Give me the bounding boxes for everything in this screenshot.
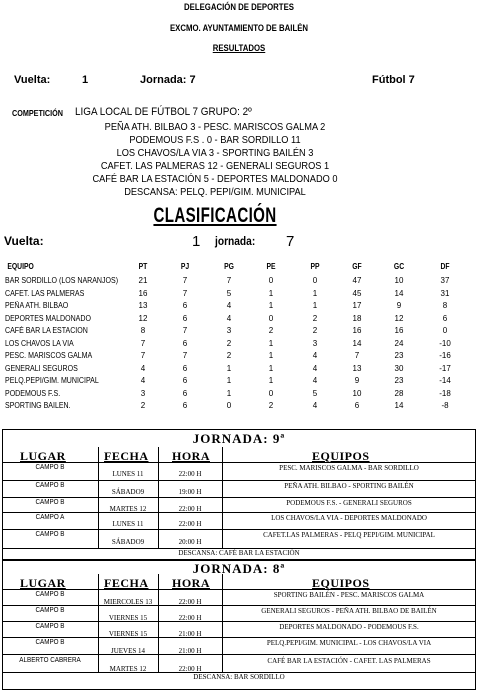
stat-gf: 10 [352,388,362,398]
stat-pp: 0 [312,276,318,285]
result-line: CAFET. LAS PALMERAS 12 - GENERALI SEGUROS 1 [100,160,330,172]
match-hora: 22:00 H [178,505,202,513]
stat-pe: 2 [268,401,274,410]
stat-pp: 1 [312,301,318,310]
col-equipos: EQUIPOS [312,576,370,590]
match-lugar: ALBERTO CABRERA [19,657,81,664]
match-lugar: CAMPO B [35,482,65,489]
standings-col-equipo: EQUIPO [7,262,34,271]
team-name: CAFET. LAS PALMERAS [5,288,85,298]
stat-pg: 4 [226,301,232,310]
clas-jornada-value: 7 [286,233,295,250]
stat-df: 6 [442,313,448,323]
stat-gf: 13 [352,363,362,373]
row-divider [2,529,476,530]
stat-gf: 14 [352,338,362,348]
stat-gc: 9 [396,301,402,310]
team-name: SPORTING BAILEN. [5,401,71,410]
stat-pg: 1 [226,363,232,373]
stat-pj: 6 [182,338,188,348]
match-lugar: CAMPO B [35,464,65,471]
stat-pe: 0 [268,313,274,323]
stat-pj: 6 [182,313,188,323]
match-hora: 22:00 H [178,520,202,528]
match-fecha: SÁBADO9 [111,488,145,496]
stat-gc: 30 [394,363,404,373]
col-lugar: LUGAR [20,449,66,463]
stat-pt: 4 [140,363,146,373]
header-ayuntamiento: EXCMO. AYUNTAMIENTO DE BAILÉN [169,23,309,34]
match-equipos: PESC. MARISCOS GALMA - BAR SORDILLO [279,464,419,472]
row-divider [2,589,476,590]
stat-pt: 7 [140,351,146,360]
match-lugar: CAMPO B [35,591,65,598]
stat-gc: 23 [394,351,404,360]
match-lugar: CAMPO B [35,623,65,630]
match-fecha: MARTES 12 [109,665,147,673]
team-name: GENERALI SEGUROS [5,363,78,373]
match-fecha: MIERCOLES 13 [103,598,153,606]
stat-gc: 24 [394,338,404,348]
team-name: PESC. MARISCOS GALMA [5,351,93,360]
row-divider [2,480,476,481]
stat-df: -10 [439,338,451,348]
descansa-line: DESCANSA: CAFÉ BAR LA ESTACIÓN [178,549,300,557]
jornada9-box [2,429,476,560]
row-divider [2,497,476,498]
match-equipos: PODEMOUS F.S. - GENERALI SEGUROS [286,499,412,507]
match-hora: 21:00 H [178,630,202,638]
col-hora: HORA [172,576,210,590]
sport-label: Fútbol 7 [372,74,415,86]
competition-label: COMPETICIÓN [12,108,63,118]
stat-pp: 4 [312,363,318,373]
match-fecha: JUEVES 14 [110,647,146,655]
standings-col-pg: PG [224,262,234,271]
stat-pg: 5 [226,288,232,298]
header-resultados: RESULTADOS [212,43,266,54]
stat-gf: 47 [352,276,362,285]
stat-pe: 1 [268,288,274,298]
match-fecha: VIERNES 15 [108,630,148,638]
stat-gf: 7 [354,351,360,360]
standings-col-gf: GF [352,262,362,271]
stat-pj: 6 [182,376,188,385]
table-row [0,276,478,289]
stat-pg: 0 [226,401,232,410]
stat-gc: 14 [394,401,404,410]
stat-pj: 6 [182,363,188,373]
stat-gc: 28 [394,388,404,398]
stat-pe: 1 [268,301,274,310]
table-row [0,401,478,414]
stat-pt: 13 [138,301,148,310]
stat-gc: 12 [394,313,404,323]
stat-pp: 4 [312,376,318,385]
match-equipos: DEPORTES MALDONADO - PODEMOUS F.S. [279,623,419,631]
stat-pt: 16 [138,288,148,298]
result-line: CAFÉ BAR LA ESTACIÓN 5 - DEPORTES MALDONADO 0 [92,173,338,185]
stat-gc: 14 [394,288,404,298]
row-divider [2,512,476,513]
result-line: LOS CHAVOS/LA VIA 3 - SPORTING BAILÉN 3 [116,147,314,159]
team-name: PODEMOUS F.S. [5,388,61,398]
stat-pt: 2 [140,401,146,410]
stat-pg: 2 [226,351,232,360]
stat-gf: 16 [352,326,362,335]
table-row [0,314,478,327]
row-divider [2,462,476,463]
competition-name: LIGA LOCAL DE FÚTBOL 7 GRUPO: 2º [75,106,252,118]
vuelta-label: Vuelta: [14,74,51,86]
stat-df: 8 [442,301,448,310]
clas-vuelta-value: 1 [192,233,201,250]
match-fecha: SÁBADO9 [111,538,145,546]
match-hora: 21:00 H [178,647,202,655]
stat-pj: 6 [182,301,188,310]
match-hora: 22:00 H [178,470,202,478]
standings-col-gc: GC [393,262,405,271]
stat-pe: 1 [268,351,274,360]
match-fecha: LUNES 11 [112,470,144,478]
team-name: PELQ.PEPI/GIM. MUNICIPAL [5,376,99,385]
standings-col-pt: PT [138,262,148,271]
table-row [0,326,478,339]
stat-pj: 7 [182,326,188,335]
stat-pg: 1 [226,376,232,385]
team-name: CAFÉ BAR LA ESTACION [5,326,88,335]
match-hora: 19:00 H [178,488,202,496]
match-lugar: CAMPO B [35,531,65,538]
team-name: BAR SORDILLO (LOS NARANJOS) [5,276,119,285]
stat-pt: 3 [140,388,146,398]
stat-df: -16 [439,351,451,360]
table-row [0,289,478,302]
clas-jornada-label: jornada: [215,234,256,248]
stat-df: 37 [440,276,450,285]
stat-pj: 6 [182,388,188,398]
stat-gc: 10 [394,276,404,285]
result-line: DESCANSA: PELQ. PEPI/GIM. MUNICIPAL [124,186,306,198]
jornada9-title: JORNADA: 9ª [192,431,286,446]
descansa-line: DESCANSA: BAR SORDILLO [193,673,285,681]
stat-pt: 7 [140,338,146,348]
stat-df: -17 [439,363,451,373]
stat-pg: 7 [226,276,232,285]
clasificacion-title: CLASIFICACIÓN [153,204,277,227]
stat-df: -18 [439,388,451,398]
standings-col-pp: PP [310,262,320,271]
row-divider [2,621,476,622]
match-equipos: LOS CHAVOS/LA VIA - DEPORTES MALDONADO [271,514,427,522]
stat-pp: 3 [312,338,318,348]
stat-gf: 6 [354,401,360,410]
stat-pg: 4 [226,313,232,323]
table-row [0,364,478,377]
stat-gf: 9 [354,376,360,385]
stat-pg: 1 [226,388,232,398]
stat-pp: 4 [312,351,318,360]
row-divider [2,637,476,638]
match-hora: 22:00 H [178,614,202,622]
stat-pg: 3 [226,326,232,335]
stat-df: 31 [440,288,450,298]
stat-df: 0 [442,326,448,335]
team-name: DEPORTES MALDONADO [5,313,91,323]
match-hora: 22:00 H [178,598,202,606]
stat-pt: 21 [138,276,148,285]
standings-col-pj: PJ [180,262,190,271]
stat-pj: 7 [182,288,188,298]
stat-pg: 2 [226,338,232,348]
match-lugar: CAMPO A [35,514,65,521]
stat-pe: 1 [268,376,274,385]
table-row [0,389,478,402]
table-row [0,376,478,389]
header-delegacion: DELEGACIÓN DE DEPORTES [184,2,294,13]
stat-pp: 5 [312,388,318,398]
stat-pe: 0 [268,276,274,285]
stat-pp: 2 [312,313,318,323]
stat-df: -14 [439,376,451,385]
col-lugar: LUGAR [20,576,66,590]
stat-pj: 7 [182,351,188,360]
match-equipos: CAFET.LAS PALMERAS - PELQ PEPI/GIM. MUNICIPAL [263,531,435,539]
match-equipos: GENERALI SEGUROS - PEÑA ATH. BILBAO DE BAILÉN [261,607,437,615]
team-name: PEÑA ATH. BILBAO [5,301,69,310]
stat-pj: 6 [182,401,188,410]
result-line: PODEMOUS F.S . 0 - BAR SORDILLO 11 [129,134,301,146]
stat-pp: 2 [312,326,318,335]
stat-pp: 1 [312,288,318,298]
stat-gc: 16 [394,326,404,335]
clas-vuelta-label: Vuelta: [4,234,44,248]
match-lugar: CAMPO B [35,639,65,646]
stat-pe: 2 [268,326,274,335]
table-row [0,301,478,314]
match-lugar: CAMPO B [35,607,65,614]
stat-gf: 45 [352,288,362,298]
jornada8-title: JORNADA: 8ª [192,561,286,576]
col-fecha: FECHA [104,576,149,590]
match-equipos: PELQ.PEPI/GIM. MUNICIPAL - LOS CHAVOS/LA VIA [266,639,432,647]
result-line: PEÑA ATH. BILBAO 3 - PESC. MARISCOS GALMA 2 [104,121,326,133]
stat-gc: 23 [394,376,404,385]
match-hora: 22:00 H [178,665,202,673]
match-hora: 20:00 H [178,538,202,546]
col-equipos: EQUIPOS [312,449,370,463]
stat-gf: 17 [352,301,362,310]
stat-pp: 4 [312,401,318,410]
stat-pt: 12 [138,313,148,323]
stat-pt: 4 [140,376,146,385]
match-fecha: MARTES 12 [109,505,147,513]
stat-pe: 1 [268,338,274,348]
match-equipos: PEÑA ATH. BILBAO - SPORTING BAILÉN [284,482,414,490]
stat-pe: 0 [268,388,274,398]
stat-pj: 7 [182,276,188,285]
col-fecha: FECHA [104,449,149,463]
standings-col-df: DF [440,262,450,271]
stat-df: -8 [441,401,449,410]
match-lugar: CAMPO B [35,499,65,506]
jornada-label: Jornada: 7 [140,74,196,86]
match-equipos: CAFÉ BAR LA ESTACIÓN - CAFET. LAS PALMERAS [267,657,431,665]
stat-pt: 8 [140,326,146,335]
stat-pe: 1 [268,363,274,373]
match-equipos: SPORTING BAILÉN - PESC. MARISCOS GALMA [273,591,425,599]
row-divider [2,605,476,606]
match-fecha: VIERNES 15 [108,614,148,622]
table-row [0,351,478,364]
stat-gf: 18 [352,313,362,323]
match-fecha: LUNES 11 [112,520,144,528]
row-divider [2,654,476,655]
col-hora: HORA [172,449,210,463]
vuelta-value: 1 [82,74,89,86]
table-row [0,339,478,352]
team-name: LOS CHAVOS LA VIA [5,338,74,348]
standings-col-pe: PE [266,262,276,271]
